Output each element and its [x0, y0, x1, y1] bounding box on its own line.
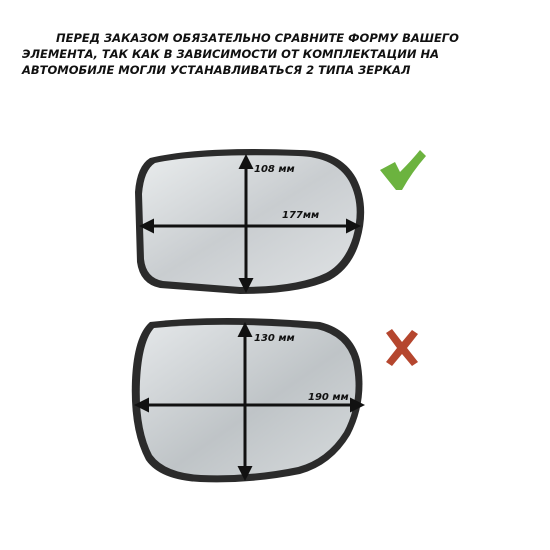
mirror-1-glass — [142, 155, 357, 287]
mirror-1 — [135, 149, 364, 294]
check-icon — [380, 150, 426, 190]
mirror-2-width-label: 190 мм — [308, 392, 349, 403]
mirror-1-width-label: 177мм — [282, 210, 320, 221]
cross-icon — [386, 329, 418, 366]
mirror-2-height-label: 130 мм — [254, 333, 295, 344]
mirror-1-height-label: 108 мм — [254, 164, 295, 175]
notice-text: ПЕРЕД ЗАКАЗОМ ОБЯЗАТЕЛЬНО СРАВНИТЕ ФОРМУ ВАШЕГО ЭЛЕМЕНТА, ТАК КАК В ЗАВИСИМОСТИ ОТ КОМПЛЕКТАЦИИ НА АВТОМОБИЛЕ МОГЛИ УСТАНАВЛИВАТЬСЯ 2 ТИПА ЗЕРКАЛ — [22, 31, 459, 77]
